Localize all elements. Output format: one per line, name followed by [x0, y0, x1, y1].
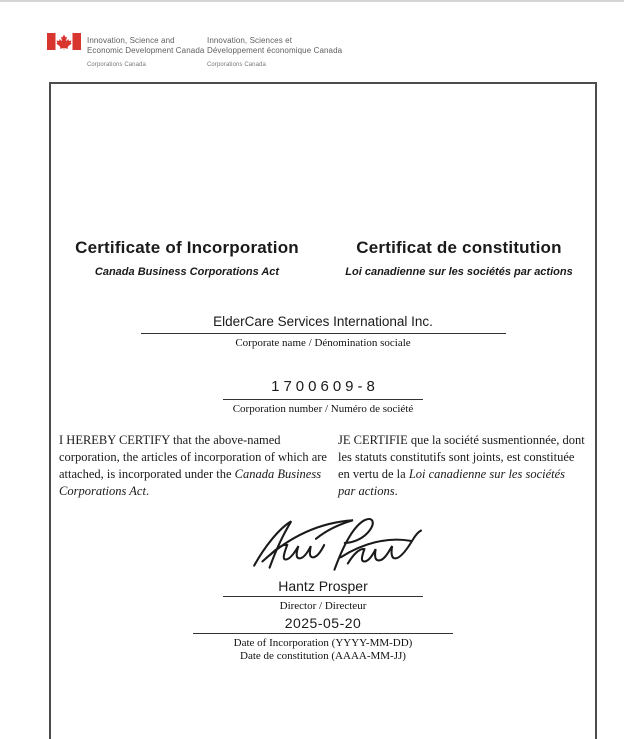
body-en-after: .	[145, 484, 150, 498]
certificate-frame	[49, 82, 597, 739]
corporate-name-label: Corporate name / Dénomination sociale	[235, 337, 411, 349]
date-label-french: Date de constitution (AAAA-MM-JJ)	[240, 650, 406, 662]
dept-fr-line1: Innovation, Sciences et	[207, 36, 293, 45]
department-name-english	[87, 36, 205, 70]
certification-text-french	[338, 432, 585, 500]
act-french: Loi canadienne sur les sociétés par actions	[345, 266, 573, 278]
director-rule	[223, 596, 423, 597]
body-en-act: Canada Business Corporations Act	[59, 467, 322, 498]
corporation-number-field	[51, 378, 595, 416]
act-english: Canada Business Corporations Act	[94, 266, 280, 278]
date-rule	[193, 633, 453, 634]
director-name: Hantz Prosper	[278, 578, 368, 594]
corporate-name-value: ElderCare Services International Inc.	[213, 314, 433, 329]
signature-block	[51, 514, 595, 581]
corporation-number-value: 1700609-8	[271, 378, 379, 395]
incorporation-date-value: 2025-05-20	[284, 615, 362, 631]
department-name-french	[207, 36, 347, 70]
dept-en-line1: Innovation, Science and	[87, 36, 175, 45]
body-en-before: I HEREBY CERTIFY that the above-named corporation, the articles of incorporation of which are attached, is incorporated under the	[59, 433, 327, 481]
dept-fr-line2: Développement économique Canada	[207, 46, 343, 55]
dept-en-sub: Corporations Canada	[87, 62, 146, 68]
corporation-number-label: Corporation number / Numéro de société	[232, 403, 414, 415]
body-fr-act: Loi canadienne sur les sociétés par actions	[338, 467, 566, 498]
director-signature-image	[248, 514, 423, 576]
certification-text-english	[59, 432, 332, 500]
dept-fr-sub: Corporations Canada	[207, 62, 266, 68]
body-fr-after: .	[394, 484, 398, 498]
corporate-name-field	[51, 314, 595, 350]
title-french: Certificat de constitution	[356, 238, 562, 257]
page-top-edge	[0, 0, 624, 2]
title-english: Certificate of Incorporation	[75, 238, 299, 257]
certification-paragraphs	[59, 432, 585, 500]
director-title-field	[51, 596, 595, 613]
canada-flag-icon	[47, 33, 81, 50]
act-subtitles	[51, 266, 595, 278]
corporation-number-rule	[223, 399, 423, 400]
director-label: Director / Directeur	[279, 600, 367, 612]
dept-en-line2: Economic Development Canada	[87, 46, 205, 55]
corporate-name-rule	[141, 333, 506, 334]
certificate-titles	[51, 238, 595, 258]
date-label-english: Date of Incorporation (YYYY-MM-DD)	[233, 637, 413, 649]
body-fr-before: JE CERTIFIE que la société susmentionnée, dont les statuts constitutifs sont joints, est constituée en vertu de la	[338, 433, 585, 481]
incorporation-date-field	[51, 633, 595, 663]
